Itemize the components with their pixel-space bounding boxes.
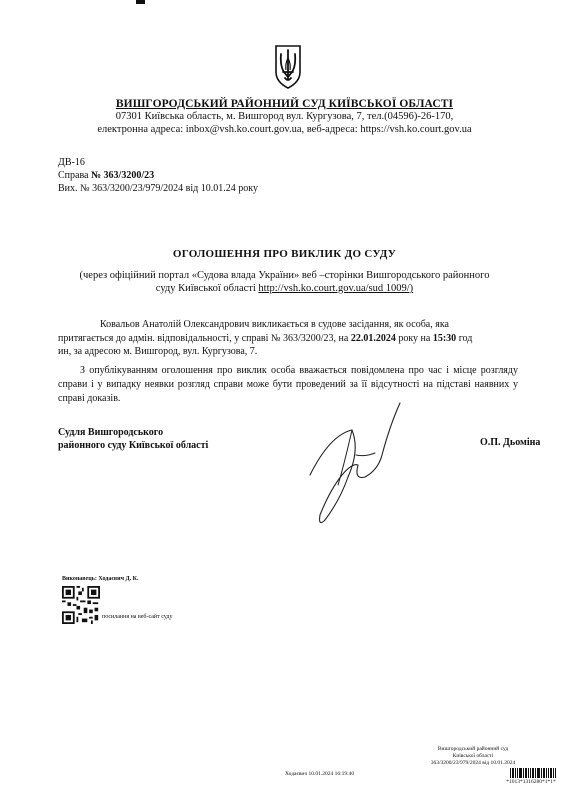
barcode-icon (510, 768, 556, 778)
notice-subtitle-line2 (0, 283, 569, 294)
stamp-court: Вишгородський районний суд (437, 746, 509, 752)
para1-d: год (456, 332, 473, 344)
person-name: Ковальов Анатолій Олександрович (100, 319, 250, 330)
notice-title: ОГОЛОШЕННЯ ПРО ВИКЛИК ДО СУДУ (172, 248, 397, 260)
notice-subtitle-line1: (через офіційний портал «Судова влада України» веб –сторінки Вишгородського районного (79, 270, 490, 281)
executor-line: Виконавець: Ходаєвич Д. К. (62, 576, 139, 582)
hearing-date: 22.01.2024 (350, 332, 396, 344)
notice-paragraph-1 (58, 318, 518, 359)
qr-code-icon[interactable] (62, 586, 100, 624)
handwritten-signature (290, 395, 420, 530)
para1-a: викликається в судове засідання, як особа, яка (249, 319, 449, 330)
hearing-time: 15:30 (432, 332, 457, 344)
judge-position-line2: районного суду Київської області (58, 440, 209, 451)
stamp-region: Київської області (452, 753, 494, 759)
court-address: 07301 Київська область, м. Вишгород вул. Кургузова, 7, тел.(04596)-26-170, (115, 111, 454, 122)
court-contacts: електронна адреса: inbox@vsh.ko.court.gov.ua, веб-адреса: https://vsh.ko.court.gov.ua (97, 124, 472, 135)
scan-mark (136, 0, 145, 4)
judge-name: О.П. Дьоміна (480, 437, 541, 448)
court-portal-link[interactable]: http://vsh.ko.court.gov.ua/sud 1009/) (258, 283, 414, 294)
para1-b: притягається до адмін. відповідальності, у справі № 363/3200/23, на (58, 332, 351, 344)
para1-e: ин, за адресою м. Вишгород, вул. Кургузова, 7. (58, 346, 258, 357)
notice-paragraph-2: З опублікуванням оголошення про виклик особа вважається повідомлена про час і місце розгляду справи і у випадку неявки розгляд справи може бути проведений за її відсутності на підставі наявних у справі доказів. (58, 365, 518, 404)
case-prefix: Справа (58, 170, 91, 181)
qr-caption: посилання на веб-сайт суду (102, 614, 173, 620)
barcode-text: *1013*1316280*1*1* (506, 779, 556, 785)
judge-position-line1: Судля Вишгородського (58, 427, 164, 438)
document-code: ДВ-16 (58, 157, 85, 168)
para1-c: року на (395, 332, 433, 344)
court-name: ВИШГОРОДСЬКИЙ РАЙОННИЙ СУД КИЇВСЬКОЇ ОБЛАСТІ (115, 98, 454, 110)
coat-of-arms-icon (274, 44, 302, 90)
outgoing-number: Вих. № 363/3200/23/979/2024 від 10.01.24 року (58, 183, 258, 194)
case-line (58, 170, 154, 181)
stamp-reg-number: 363/3200/23/979/2024 від 10.01.2024 (430, 760, 516, 766)
subtitle-prefix: суду Київської області (155, 283, 259, 294)
case-number: № 363/3200/23 (91, 170, 155, 181)
stamp-executor-time: Ходаєвич 10.01.2024 16:19:40 (285, 771, 355, 777)
